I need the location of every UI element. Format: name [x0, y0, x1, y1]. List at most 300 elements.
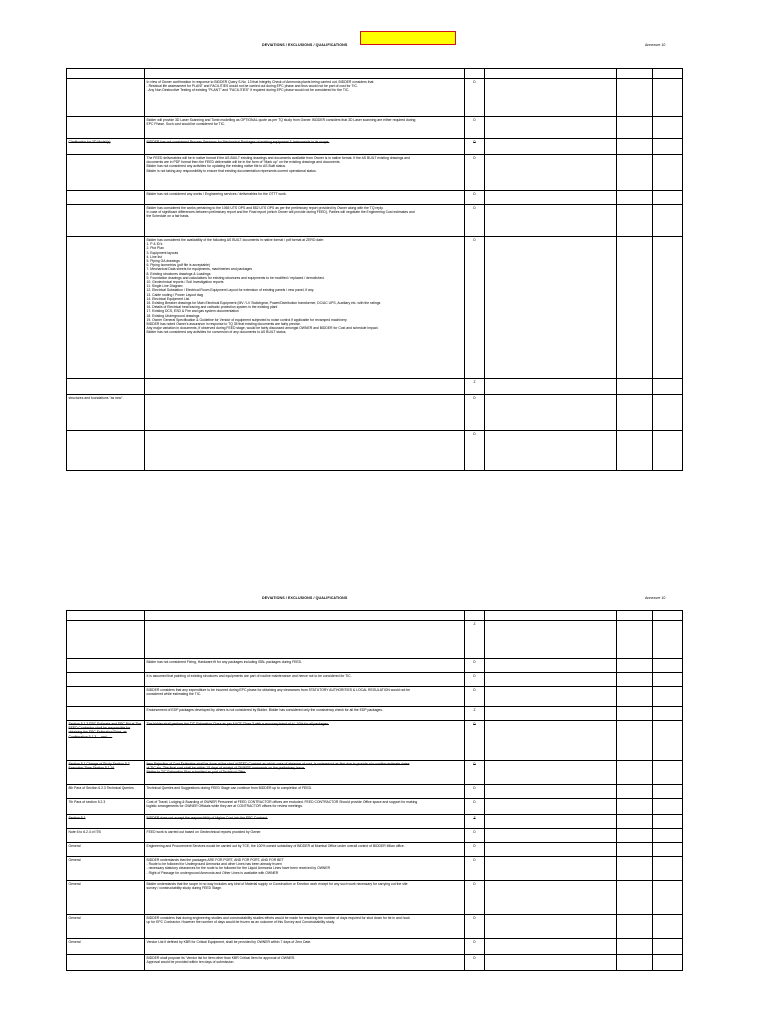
- comment-cell: [485, 69, 617, 79]
- table-row: [67, 621, 683, 659]
- status-cell: [465, 191, 485, 205]
- reference-cell: [67, 117, 145, 139]
- comment-cell: [485, 117, 617, 139]
- table-row: [67, 431, 683, 471]
- description-line: 1. P & ID's: [146, 242, 163, 247]
- reference-text: 8th Para of Section 6.2.3 Technical Queries: [68, 786, 134, 790]
- comment-cell: [485, 237, 617, 379]
- comment-cell: [485, 79, 617, 117]
- response-cell: [617, 79, 653, 117]
- description-line: of TIC Inc. The final cost shall be within 15 days of receipt of OWNER comments on the preliminary issue.: [146, 766, 306, 771]
- comment-cell: [485, 799, 617, 815]
- reference-text: Section 5.1: [68, 816, 86, 820]
- reference-text: Section 5.1.3 EPC Estimate and EPC Bid at The FEED Contractor shall be responsible for obtaining the EPC Estimation Price, as Confirmation 5.1.3 ... and .....: [68, 722, 142, 739]
- status-cell: [465, 395, 485, 431]
- reference-cell: [67, 69, 145, 79]
- table-row: [67, 155, 683, 191]
- description-line: 10. Geotechnical reports / Soil Investigation reports: [146, 280, 224, 285]
- status-code: D: [473, 192, 476, 196]
- table-row: [67, 857, 683, 881]
- annexure-label: Annexure 10: [645, 596, 666, 600]
- status-code: D: [473, 786, 476, 790]
- remark-cell: [653, 379, 683, 395]
- description-cell: [145, 829, 465, 843]
- response-cell: [617, 939, 653, 955]
- response-cell: [617, 431, 653, 471]
- reference-text: General: [68, 844, 81, 848]
- description-line: 17. Existing DCS, ESD & Fire and gas system documentation: [146, 309, 239, 314]
- status-code: D: [473, 140, 476, 144]
- status-cell: [465, 815, 485, 829]
- description-line: The bidder shall perform the TIC Estimation Class as per AACE Class 3 with a accuracy band of +/- 10% for all packages.: [146, 722, 329, 726]
- table-row: [67, 799, 683, 815]
- response-cell: [617, 707, 653, 721]
- reference-cell: [67, 659, 145, 673]
- description-line: 3. Equipment layouts: [146, 250, 179, 255]
- status-code: D: [473, 844, 476, 848]
- remark-cell: [653, 611, 683, 621]
- comment-cell: [485, 881, 617, 915]
- comment-cell: [485, 621, 617, 659]
- reference-cell: [67, 687, 145, 707]
- status-cell: [465, 621, 485, 659]
- description-cell: [145, 205, 465, 237]
- response-cell: [617, 829, 653, 843]
- status-code: D: [473, 660, 476, 664]
- status-cell: [465, 659, 485, 673]
- table-row: [67, 829, 683, 843]
- description-cell: [145, 799, 465, 815]
- remark-cell: [653, 659, 683, 673]
- description-line: survey / constructability study during FEED Stage.: [146, 886, 222, 891]
- description-line: Engineering and Procurement Services would be carried out by TCE, the 100% owned subsidiary of BIDDER at Mumbai Office under overall control of BIDDER Milan office.: [146, 844, 405, 848]
- description-cell: [145, 79, 465, 117]
- description-cell: [145, 431, 465, 471]
- remark-cell: [653, 69, 683, 79]
- description-line: BIDDER understands that the packages ARE FOR PORT, AND FOR PORT, AND FOR BET: [146, 858, 284, 862]
- description-cell: [145, 139, 465, 155]
- status-cell: [465, 939, 485, 955]
- reference-cell: [67, 205, 145, 237]
- description-line: BIDDER considers that during engineering studies and constructability studies efforts would be made for resolving the number of days required for shut down for tie in and hook: [146, 916, 410, 920]
- status-code: D: [473, 396, 476, 400]
- description-line: BIDDER does not accept the responsibility of Higher Cost into the EPC Contract.: [146, 816, 268, 820]
- deviation-table: [66, 610, 683, 971]
- table-row: [67, 673, 683, 687]
- response-cell: [617, 621, 653, 659]
- response-cell: [617, 857, 653, 881]
- description-line: up for EPC Contractor. However the number of days would be frozen as an outcome of this Survey and Constructability study.: [146, 920, 335, 925]
- status-code: Z: [473, 708, 476, 712]
- status-code: D: [473, 238, 476, 242]
- status-code: D: [473, 916, 476, 920]
- reference-cell: [67, 673, 145, 687]
- table-row: [67, 191, 683, 205]
- status-code: Z: [473, 380, 476, 384]
- table-row: [67, 237, 683, 379]
- comment-cell: [485, 939, 617, 955]
- comment-cell: [485, 721, 617, 761]
- status-code: D: [473, 940, 476, 944]
- remark-cell: [653, 431, 683, 471]
- description-line: Technical Queries and Suggestions during FEED Stage can continue from BIDDER up to completion of FEED.: [146, 786, 312, 790]
- description-line: BIDDER has noted Owner's assurance in response to TQ 35 that existing documents are fairly precise.: [146, 322, 301, 327]
- reference-cell: [67, 395, 145, 431]
- status-cell: [465, 237, 485, 379]
- deviation-table: [66, 68, 683, 471]
- description-line: In case of significant differences between preliminary report and the Final report (which Owner will provide during FEED), Parties will negotiate the Engineering Cost estimates and: [146, 210, 415, 215]
- comment-cell: [485, 155, 617, 191]
- response-cell: [617, 117, 653, 139]
- response-cell: [617, 673, 653, 687]
- description-cell: [145, 785, 465, 799]
- status-code: D: [473, 800, 476, 804]
- remark-cell: [653, 799, 683, 815]
- remark-cell: [653, 761, 683, 785]
- description-line: It is assumed that painting of existing structures and equipments are part of routine maintenance and hence not to be considered for TIC.: [146, 674, 352, 678]
- description-line: Cost of Travel, Lodging & Boarding of OWNER Personnel at FEED CONTRACTOR offices are excluded. FEED CONTRACTOR Should provide Office space and support for making: [146, 800, 418, 804]
- remark-cell: [653, 955, 683, 971]
- description-line: Approval would be provided within ten days of submission.: [146, 960, 235, 965]
- table-row: [67, 611, 683, 621]
- description-line: the Schedule on a fair basis.: [146, 214, 190, 219]
- comment-cell: [485, 379, 617, 395]
- description-line: In view of Owner confirmation in response to BIDDER Query S.No. 13 that Integrity Check of Ammonia plants being carried out, BIDDER considers that: [146, 80, 374, 84]
- description-cell: [145, 117, 465, 139]
- description-line: Bidder has not considered any activities for updating the existing native file to AS Built status.: [146, 164, 286, 169]
- description-line: Bidder has not considered any activities for conversion of any documents to AS BUILT status.: [146, 330, 287, 335]
- status-cell: [465, 139, 485, 155]
- reference-cell: [67, 881, 145, 915]
- remark-cell: [653, 721, 683, 761]
- reference-text: General: [68, 858, 81, 862]
- response-cell: [617, 69, 653, 79]
- description-cell: [145, 379, 465, 395]
- description-cell: [145, 721, 465, 761]
- description-line: 2. Plot Plan: [146, 246, 164, 251]
- reference-cell: [67, 707, 145, 721]
- description-line: 19. Owner General Specification & Guideline for Vendor of equipment subjected to noise control if applicable for revamped machinery: [146, 317, 347, 322]
- comment-cell: [485, 815, 617, 829]
- description-line: 4. Line list: [146, 254, 162, 259]
- response-cell: [617, 205, 653, 237]
- status-cell: [465, 673, 485, 687]
- reference-text: Clarification for 3D Model(s): [68, 140, 111, 144]
- reference-cell: [67, 785, 145, 799]
- table-row: [67, 815, 683, 829]
- reference-text: General: [68, 940, 81, 944]
- status-cell: [465, 761, 485, 785]
- remark-cell: [653, 707, 683, 721]
- comment-cell: [485, 857, 617, 881]
- description-cell: [145, 707, 465, 721]
- reference-cell: [67, 955, 145, 971]
- status-cell: [465, 205, 485, 237]
- table-row: [67, 785, 683, 799]
- remark-cell: [653, 843, 683, 857]
- table-row: [67, 139, 683, 155]
- description-line: 7. Mechanical Data sheets for equipments, machineries and packages: [146, 267, 253, 272]
- description-cell: [145, 191, 465, 205]
- description-line: 16. Details of Electrical heat tracing and cathodic protection system in the existing plant: [146, 305, 278, 310]
- reference-cell: [67, 829, 145, 843]
- status-cell: [465, 687, 485, 707]
- status-code: D: [473, 722, 476, 726]
- comment-cell: [485, 761, 617, 785]
- description-line: Bidder has considered the works pertaining to the 1065 UTS OPS and 852 UTS OPS as per the preliminary report provided by Owner along with the TQ reply.: [146, 206, 384, 210]
- table-row: [67, 69, 683, 79]
- description-line: Bidder has considered the availability of the following AS BUILT documents in native format / pdf format at ZERO date:: [146, 238, 324, 242]
- response-cell: [617, 881, 653, 915]
- reference-cell: [67, 721, 145, 761]
- status-code: D: [473, 80, 476, 84]
- table-row: [67, 761, 683, 785]
- comment-cell: [485, 955, 617, 971]
- description-cell: [145, 621, 465, 659]
- description-line: BIDDER has not considered Process Sessions for Mechanical Packages of existing equipment & Instruments in its scope.: [146, 140, 330, 144]
- page-title: DEVIATIONS / EXCLUSIONS / QUALIFICATIONS: [262, 596, 348, 600]
- description-cell: [145, 843, 465, 857]
- reference-cell: [67, 431, 145, 471]
- description-cell: [145, 857, 465, 881]
- table-row: [67, 79, 683, 117]
- remark-cell: [653, 829, 683, 843]
- status-code: D: [473, 956, 476, 960]
- status-cell: [465, 955, 485, 971]
- response-cell: [617, 395, 653, 431]
- table-row: [67, 205, 683, 237]
- status-code: D: [473, 830, 476, 834]
- remark-cell: [653, 857, 683, 881]
- description-line: - Any Non Destructive Testing of existing "PLANT" and "FACILITIES" if required during EPC phase would not be considered for the TIC.: [146, 88, 350, 93]
- description-line: - Right of Passage for underground Ammonia and Other Lines is available with OWNER: [146, 870, 279, 875]
- remark-cell: [653, 155, 683, 191]
- description-cell: [145, 659, 465, 673]
- description-line: 12. Electrical Substation / Electrical Room Equipment Layout for extension of existing panels / new panel, if any.: [146, 288, 315, 293]
- status-cell: [465, 431, 485, 471]
- reference-cell: [67, 621, 145, 659]
- status-cell: [465, 721, 485, 761]
- status-code: D: [473, 688, 476, 692]
- description-cell: [145, 237, 465, 379]
- description-line: 6. Piping Isometrics (pdf file is acceptable): [146, 263, 211, 268]
- remark-cell: [653, 237, 683, 379]
- table-row: [67, 659, 683, 673]
- description-cell: [145, 155, 465, 191]
- description-line: Vendor List if defined by KBR for Critical Equipment, shall be provided by OWNER within 7 days of Zero Date.: [146, 940, 312, 944]
- reference-cell: [67, 611, 145, 621]
- response-cell: [617, 687, 653, 707]
- response-cell: [617, 799, 653, 815]
- description-line: 8. Existing structures drawings & Loadings: [146, 271, 211, 276]
- page-1: [0, 0, 768, 500]
- status-cell: [465, 829, 485, 843]
- reference-text: General: [68, 882, 81, 886]
- status-code: Z: [473, 816, 476, 820]
- description-line: 5. Piping GA drawings: [146, 259, 180, 264]
- table-row: [67, 395, 683, 431]
- remark-cell: [653, 621, 683, 659]
- status-cell: [465, 611, 485, 621]
- table-row: [67, 379, 683, 395]
- description-line: Bidder has not considered Fixing, Hardware fit for any packages including ISBL packages during FEED.: [146, 660, 303, 664]
- description-line: logistic arrangements for OWNER Officials while they are at CONTRACTOR offices for review meetings.: [146, 804, 303, 809]
- response-cell: [617, 191, 653, 205]
- description-line: Bidder understands that the scope in no way includes any kind of Material supply or Construction or Erection work except for any such work necessary for carrying out the site: [146, 882, 408, 886]
- reference-cell: [67, 379, 145, 395]
- reference-cell: [67, 79, 145, 117]
- status-code: D: [473, 206, 476, 210]
- response-cell: [617, 659, 653, 673]
- table-row: [67, 955, 683, 971]
- comment-cell: [485, 843, 617, 857]
- remark-cell: [653, 395, 683, 431]
- remark-cell: [653, 939, 683, 955]
- description-line: Bidder will provide 3D Laser Scanning and Tomb modelling as OPTIONAL quote as per TQ study from Owner. BIDDER considers that 3D Laser scanning are either required during: [146, 118, 416, 122]
- reference-text: 7th Para of section 5.2.3: [68, 800, 106, 804]
- remark-cell: [653, 881, 683, 915]
- description-line: The FEED deliverables will be in native format if the AS-BUILT existing drawings and documents available from Owner is in native format. If the AS BUILT existing drawings and: [146, 156, 410, 160]
- response-cell: [617, 955, 653, 971]
- remark-cell: [653, 785, 683, 799]
- description-cell: [145, 69, 465, 79]
- response-cell: [617, 761, 653, 785]
- reference-cell: [67, 857, 145, 881]
- table-row: [67, 707, 683, 721]
- description-line: 15. Existing Breaker drawings for Main Electrical Equipment (MV / LV Switchgear, Power/Distribution transformer, DC/AC UPS, Auxiliary etc. with the ratings: [146, 301, 381, 306]
- comment-cell: [485, 659, 617, 673]
- description-cell: [145, 881, 465, 915]
- description-line: 14. Electrical Equipment List: [146, 296, 190, 301]
- description-line: 11. Single Line Diagram: [146, 284, 183, 289]
- status-cell: [465, 785, 485, 799]
- comment-cell: [485, 785, 617, 799]
- reference-cell: [67, 139, 145, 155]
- reference-text: General: [68, 916, 81, 920]
- description-line: Item Rejection of Cost Estimates shall be done at the start of FEED Contract as which case of absence of cost, is understood as firm due to provide a to confirm estimate dates: [146, 762, 410, 766]
- description-line: Bidder is not taking any responsibility to ensure that existing documentation represents current operational status.: [146, 168, 317, 173]
- table-row: [67, 687, 683, 707]
- status-code: D: [473, 858, 476, 862]
- status-code: D: [473, 432, 476, 436]
- response-cell: [617, 785, 653, 799]
- comment-cell: [485, 191, 617, 205]
- reference-cell: [67, 915, 145, 939]
- table-row: [67, 881, 683, 915]
- description-cell: [145, 395, 465, 431]
- description-cell: [145, 815, 465, 829]
- description-line: BIDDER shall propose its' Vendor list for Item other than KBR Critical Item for approval of OWNER.: [146, 956, 296, 960]
- reference-cell: [67, 815, 145, 829]
- reference-cell: [67, 843, 145, 857]
- description-cell: [145, 611, 465, 621]
- status-cell: [465, 379, 485, 395]
- status-cell: [465, 707, 485, 721]
- description-line: 18. Existing Underground drawings: [146, 313, 200, 318]
- status-cell: [465, 69, 485, 79]
- comment-cell: [485, 915, 617, 939]
- status-cell: [465, 857, 485, 881]
- reference-text: structures and foundations "as new".: [68, 396, 124, 400]
- remark-cell: [653, 191, 683, 205]
- comment-cell: [485, 687, 617, 707]
- description-line: - Route to be followed for Underground Ammonia and other Lines has been already frozen: [146, 862, 282, 867]
- description-line: 13. Cable routing / Power Layout dwg: [146, 292, 204, 297]
- reference-cell: [67, 237, 145, 379]
- description-line: Bidder to TIC Estimation Plan submitted as part of Technical Offer.: [146, 770, 246, 775]
- reference-cell: [67, 191, 145, 205]
- remark-cell: [653, 673, 683, 687]
- comment-cell: [485, 673, 617, 687]
- response-cell: [617, 721, 653, 761]
- response-cell: [617, 139, 653, 155]
- status-code: D: [473, 674, 476, 678]
- table-row: [67, 721, 683, 761]
- reference-text: Section 5.1 Change of Study Section 5.2 Execution Time Section 5.1.16: [68, 762, 130, 771]
- status-cell: [465, 79, 485, 117]
- table-row: [67, 939, 683, 955]
- comment-cell: [485, 205, 617, 237]
- description-cell: [145, 687, 465, 707]
- description-line: BIDDER considers that any expenditure to be incurred during EPC phase for obtaining any clearances from STATUTORY AUTHORITIES & LOCAL REGULATION would not be: [146, 688, 411, 692]
- description-line: considered while estimating the TIC.: [146, 692, 202, 697]
- remark-cell: [653, 79, 683, 117]
- description-cell: [145, 761, 465, 785]
- description-cell: [145, 955, 465, 971]
- response-cell: [617, 237, 653, 379]
- description-line: Bidder has not considered any works / Engineering services / deliverables for the OTTT work.: [146, 192, 287, 196]
- reference-cell: [67, 799, 145, 815]
- status-cell: [465, 155, 485, 191]
- table-row: [67, 117, 683, 139]
- remark-cell: [653, 915, 683, 939]
- response-cell: [617, 611, 653, 621]
- status-cell: [465, 843, 485, 857]
- description-line: FEED work is carried out based on Geotechnical reports provided by Owner.: [146, 830, 262, 834]
- description-cell: [145, 939, 465, 955]
- description-cell: [145, 915, 465, 939]
- status-cell: [465, 799, 485, 815]
- status-code: Z: [473, 622, 476, 626]
- comment-cell: [485, 395, 617, 431]
- status-cell: [465, 881, 485, 915]
- description-line: - Residual life assessment for PLANT and FACILITIES would not be carried out during EPC phase and thus would not be part of cost for TIC.: [146, 84, 358, 89]
- status-code: D: [473, 156, 476, 160]
- response-cell: [617, 379, 653, 395]
- status-cell: [465, 915, 485, 939]
- comment-cell: [485, 611, 617, 621]
- remark-cell: [653, 205, 683, 237]
- comment-cell: [485, 829, 617, 843]
- comment-cell: [485, 139, 617, 155]
- description-line: - necessary statutory clearances for the route to be followed for the Liquid Ammonia Lines have been received by OWNER: [146, 866, 331, 871]
- page-2: [0, 560, 768, 1024]
- status-code: D: [473, 882, 476, 886]
- response-cell: [617, 843, 653, 857]
- remark-cell: [653, 117, 683, 139]
- reference-cell: [67, 155, 145, 191]
- table-row: [67, 915, 683, 939]
- response-cell: [617, 915, 653, 939]
- description-cell: [145, 673, 465, 687]
- remark-cell: [653, 687, 683, 707]
- comment-cell: [485, 431, 617, 471]
- highlight-box: [360, 31, 456, 45]
- status-code: D: [473, 118, 476, 122]
- reference-text: Note 6 to 6.2.4 of ITB: [68, 830, 101, 834]
- description-line: documents are in PDF format then the FEED deliverable will be in the form of "Mark up" on the existing drawings and documents.: [146, 160, 341, 165]
- page-title: DEVIATIONS / EXCLUSIONS / QUALIFICATIONS: [262, 43, 348, 47]
